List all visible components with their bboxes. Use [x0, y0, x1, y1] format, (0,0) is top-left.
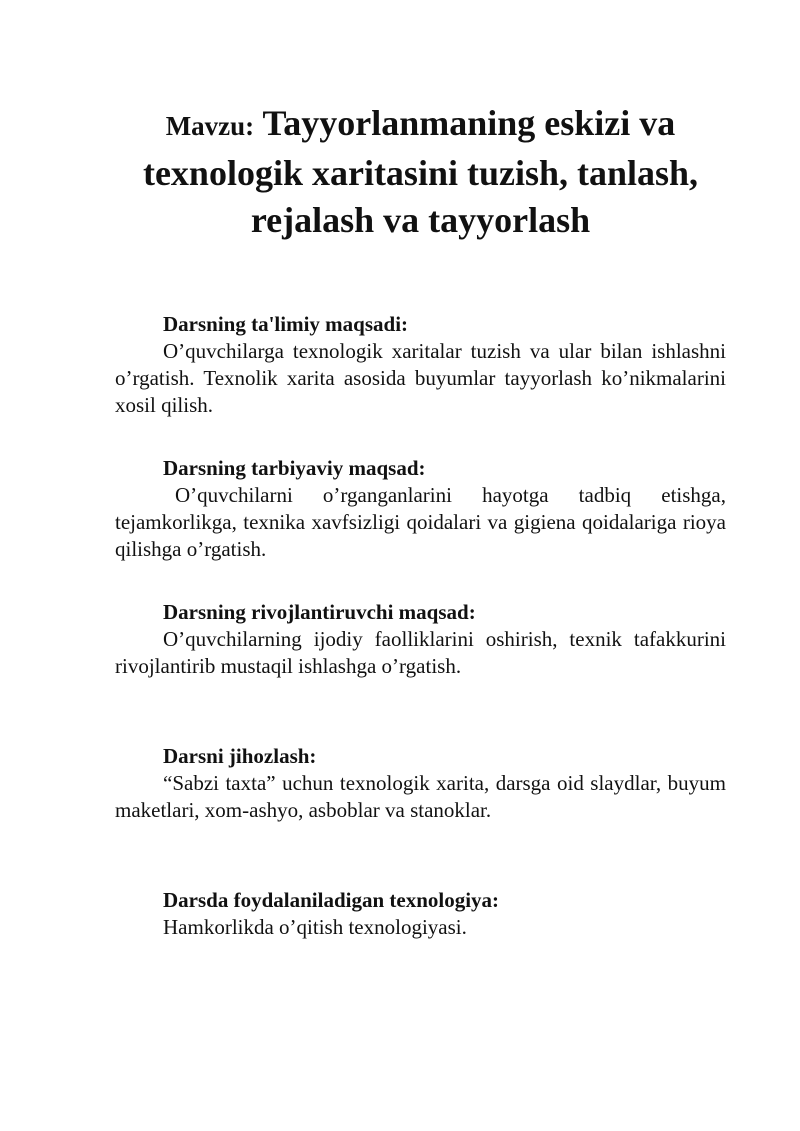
section-equipment: [115, 743, 726, 824]
section-body: Hamkorlikda o’qitish texnologiyasi.: [163, 915, 467, 939]
document-title: [115, 100, 726, 244]
section-heading: Darsni jihozlash:: [163, 744, 317, 768]
section-heading: Darsning ta'limiy maqsadi:: [163, 312, 409, 336]
section-educational-goal: [115, 311, 726, 419]
section-heading: Darsning tarbiyaviy maqsad:: [163, 456, 426, 480]
section-developmental-goal: [115, 599, 726, 680]
section-body: O’quvchilarning ijodiy faolliklarini oshirish, texnik tafakkurini rivojlantirib mustaqil ishlashga o’rgatish.: [115, 627, 726, 678]
section-body: “Sabzi taxta” uchun texnologik xarita, darsga oid slaydlar, buyum maketlari, xom-ashyo, asboblar va stanoklar.: [115, 771, 726, 822]
section-upbringing-goal: [115, 455, 726, 563]
title-prefix: Mavzu:: [165, 111, 255, 141]
section-technology: [115, 887, 726, 941]
title-text: Tayyorlanmaning eskizi va texnologik xaritasini tuzish, tanlash, rejalash va tayyorlash: [142, 103, 699, 240]
section-body: O’quvchilarga texnologik xaritalar tuzish va ular bilan ishlashni o’rgatish. Texnolik xarita asosida buyumlar tayyorlash ko’nikmalarini xosil qilish.: [115, 339, 726, 417]
section-heading: Darsda foydalaniladigan texnologiya:: [163, 888, 500, 912]
document-page: [115, 0, 726, 941]
section-heading: Darsning rivojlantiruvchi maqsad:: [163, 600, 476, 624]
section-body: O’quvchilarni o’rganganlarini hayotga tadbiq etishga, tejamkorlikga, texnika xavfsizligi qoidalari va gigiena qoidalariga rioya qilishga o’rgatish.: [115, 483, 726, 561]
